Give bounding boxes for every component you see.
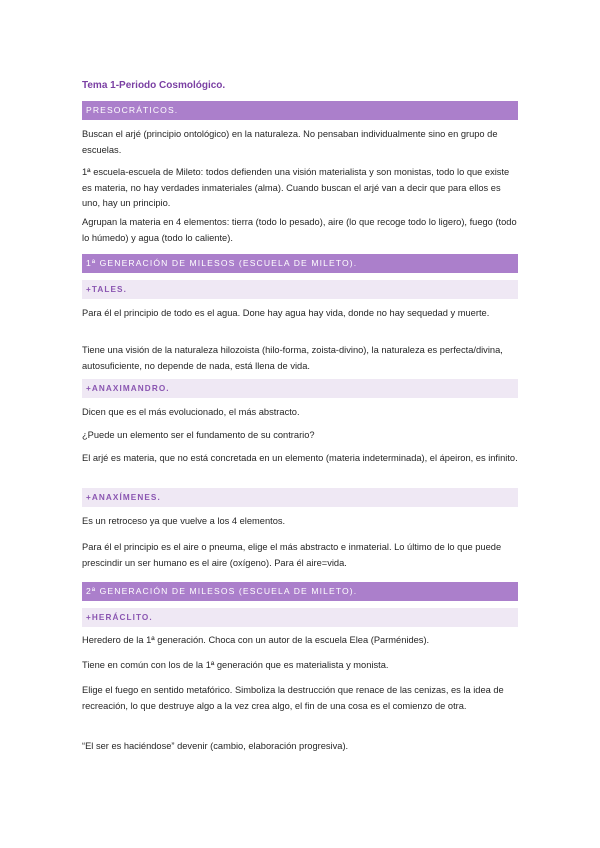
paragraph: 1ª escuela-escuela de Mileto: todos defienden una visión materialista y son monistas, todo lo que existe es materia, no hay verdades inmateriales (alma). Cuando buscan el arjé van a decir que para ellos es uno, hay un principio. bbox=[82, 167, 510, 208]
paragraph: Agrupan la materia en 4 elementos: tierra (todo lo pesado), aire (lo que recoge todo lo ligero), fuego (todo lo húmedo) y agua (todo lo caliente). bbox=[82, 217, 517, 243]
paragraph: Elige el fuego en sentido metafórico. Simboliza la destrucción que renace de las cenizas, es la idea de recreación, lo que destruye algo a la vez crea algo, el fin de una cosa es el comienzo de otra. bbox=[82, 685, 504, 711]
paragraph: Heredero de la 1ª generación. Choca con un autor de la escuela Elea (Parménides). bbox=[82, 635, 430, 645]
paragraph: Tiene una visión de la naturaleza hilozoista (hilo-forma, zoista-divino), la naturaleza es perfecta/divina, autosuficiente, no depende de nada, está llena de vida. bbox=[82, 345, 503, 371]
section-heading-gen1: 1ª GENERACIÓN DE MILESOS (ESCUELA DE MILETO). bbox=[82, 254, 518, 273]
section-heading-presocraticos: PRESOCRÁTICOS. bbox=[82, 101, 518, 120]
subheading-anaximenes: +ANAXÍMENES. bbox=[82, 488, 518, 507]
paragraph: Para él el principio de todo es el agua. Done hay agua hay vida, donde no hay sequedad y muerte. bbox=[82, 308, 490, 318]
paragraph: ¿Puede un elemento ser el fundamento de su contrario? bbox=[82, 430, 315, 440]
subheading-anaximandro: +ANAXIMANDRO. bbox=[82, 379, 518, 398]
paragraph: Dicen que es el más evolucionado, el más abstracto. bbox=[82, 407, 300, 417]
paragraph: “El ser es haciéndose” devenir (cambio, elaboración progresiva). bbox=[82, 741, 349, 751]
paragraph: El arjé es materia, que no está concretada en un elemento (materia indeterminada), el ápeiron, es infinito. bbox=[82, 453, 518, 463]
paragraph: Para él el principio es el aire o pneuma, elige el más abstracto e inmaterial. Lo último de lo que puede prescindir un ser humano es el aire (oxígeno). Para él aire=vida. bbox=[82, 542, 502, 568]
paragraph: Tiene en común con los de la 1ª generación que es materialista y monista. bbox=[82, 660, 389, 670]
subheading-heraclito: +HERÁCLITO. bbox=[82, 608, 518, 627]
subheading-tales: +TALES. bbox=[82, 280, 518, 299]
document-title: Tema 1-Periodo Cosmológico. bbox=[82, 80, 226, 91]
section-heading-gen2: 2ª GENERACIÓN DE MILESOS (ESCUELA DE MILETO). bbox=[82, 582, 518, 601]
paragraph: Es un retroceso ya que vuelve a los 4 elementos. bbox=[82, 516, 286, 526]
paragraph: Buscan el arjé (principio ontológico) en la naturaleza. No pensaban individualmente sino en grupo de escuelas. bbox=[82, 129, 498, 155]
